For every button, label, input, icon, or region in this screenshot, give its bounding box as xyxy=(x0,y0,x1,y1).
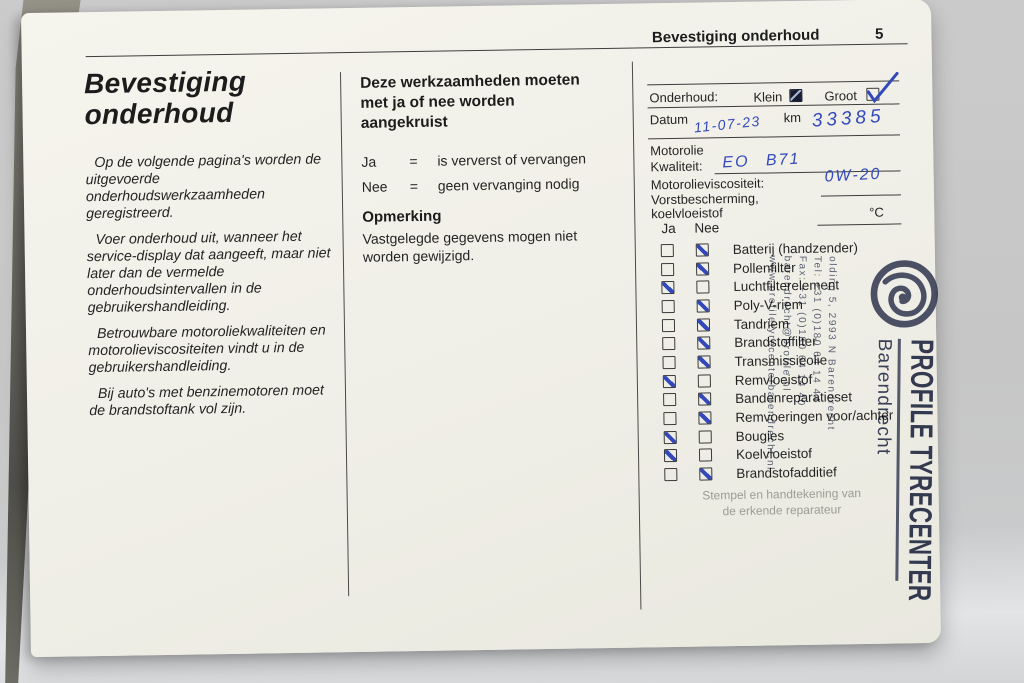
section-title xyxy=(84,64,329,131)
checkbox-ja xyxy=(664,468,677,481)
klein-checkbox xyxy=(789,89,802,102)
groot-label: Groot xyxy=(824,88,858,104)
km-label: km xyxy=(783,109,802,126)
instructions-heading: Deze werkzaamheden moeten met ja of nee worden aangekruist xyxy=(360,71,580,132)
checkbox-nee xyxy=(696,243,709,256)
checkbox-ja xyxy=(662,300,675,313)
section-title-line2: onderhoud xyxy=(84,97,234,131)
stamp-email: barendrecht@profile.nl xyxy=(780,255,793,393)
stamp-signature-note xyxy=(686,486,878,520)
vorstbescherming-label-line1: Vorstbescherming, xyxy=(650,190,759,208)
vorstbescherming-label-line2: koelvloeistof xyxy=(651,205,723,222)
datum-label: Datum xyxy=(649,111,689,128)
checklist-item-label: Bougies xyxy=(735,427,785,444)
groot-checkbox xyxy=(866,88,879,101)
definition-row xyxy=(361,151,619,170)
onderhoud-label: Onderhoud: xyxy=(649,89,719,106)
form-rule xyxy=(647,80,899,85)
definition-row xyxy=(362,176,620,195)
checkbox-ja xyxy=(661,244,674,257)
datum-handwritten-value: 11-07-23 xyxy=(693,112,762,136)
temperature-unit-label: °C xyxy=(869,204,884,220)
checklist-item-label: Tandriem xyxy=(733,315,790,332)
checkbox-nee xyxy=(697,299,710,312)
checkbox-nee xyxy=(699,430,712,443)
checkbox-nee xyxy=(696,281,709,294)
maintenance-checklist xyxy=(650,237,908,484)
checkbox-ja xyxy=(662,319,675,332)
checkbox-ja xyxy=(663,393,676,406)
stamp-fax: Fax: +31 (0)180 64 14 40 xyxy=(795,255,808,407)
stamp-note-line2: de erkende reparateur xyxy=(722,501,842,518)
stamp-brand-name: PROFILE TYRECENTER xyxy=(901,338,941,602)
definition-text: is ververst of vervangen xyxy=(437,150,587,170)
column-divider-right xyxy=(632,62,642,610)
stamp-website: www.profiletyrecenterbarendrecht.nl xyxy=(764,255,778,472)
intro-paragraph: Betrouwbare motoroliekwaliteiten en motorolieviscositeiten vindt u in de gebruikershandleiding. xyxy=(88,322,326,377)
viscositeit-underline xyxy=(821,194,901,196)
intro-paragraph: Voer onderhoud uit, wanneer het service-display dat aangeeft, maar niet later dan de vermelde onderhoudsintervallen in de gebruikershandleiding. xyxy=(86,228,331,317)
checklist-item-label: Batterij (handzender) xyxy=(732,239,858,257)
checkbox-nee xyxy=(697,318,710,331)
checklist-row xyxy=(653,462,907,485)
checkbox-ja xyxy=(662,356,675,369)
checklist-item-label: Koelvloeistof xyxy=(735,446,813,463)
checkbox-nee xyxy=(699,467,712,480)
section-title-line1: Bevestiging xyxy=(83,65,247,100)
checkbox-ja xyxy=(661,281,674,294)
header-rule xyxy=(86,43,908,57)
checkbox-ja xyxy=(664,431,677,444)
ja-column-header: Ja xyxy=(661,220,676,237)
checkbox-ja xyxy=(663,375,676,388)
motorolie-label: Motorolie xyxy=(650,142,704,159)
definition-term: Ja xyxy=(361,154,377,171)
intro-column xyxy=(84,64,334,429)
stamp-address: olding 5, 2993 N Barendrecht xyxy=(824,256,838,432)
checklist-item-label: Poly-V-riem xyxy=(733,296,803,313)
checkbox-ja xyxy=(662,337,675,350)
checkbox-nee xyxy=(698,374,711,387)
checkbox-nee xyxy=(696,262,709,275)
checklist-item-label: Transmissieolie xyxy=(734,352,828,369)
checklist-item-label: Remvoeringen voor/achter xyxy=(735,407,894,426)
viscositeit-handwritten-value: 0W-20 xyxy=(824,165,882,186)
checklist-item-label: Brandstofadditief xyxy=(736,464,837,482)
checklist-item-label: Bandenreparatieset xyxy=(735,389,853,407)
checklist-item-label: Luchtfilterelement xyxy=(733,277,840,295)
page-header-title: Bevestiging onderhoud xyxy=(651,26,820,47)
page-number: 5 xyxy=(874,25,884,43)
checkbox-nee xyxy=(698,393,711,406)
checkbox-ja xyxy=(663,412,676,425)
checkbox-nee xyxy=(697,355,710,368)
nee-column-header: Nee xyxy=(694,220,720,236)
viscositeit-label: Motorolieviscositeit: xyxy=(650,175,765,193)
note-title: Opmerking xyxy=(362,207,442,227)
checkbox-ja xyxy=(661,262,674,275)
km-handwritten-value: 33385 xyxy=(811,105,886,132)
checkbox-nee xyxy=(698,411,711,424)
checkbox-ja xyxy=(664,449,677,462)
definition-term: Nee xyxy=(361,178,388,195)
form-rule xyxy=(648,134,900,139)
checkbox-nee xyxy=(697,337,710,350)
definition-text: geen vervanging nodig xyxy=(437,175,580,194)
equals-sign: = xyxy=(409,177,419,194)
kwaliteit-handwritten-value: EO B71 xyxy=(722,150,801,172)
intro-paragraph: Op de volgende pagina's worden de uitgevoerde onderhoudswerkzaamheden geregistreerd. xyxy=(85,151,322,222)
kwaliteit-label: Kwaliteit: xyxy=(650,158,703,175)
maintenance-form xyxy=(647,67,910,616)
stamp-phone: Tel: +31 (0)180 64 14 44 xyxy=(810,255,823,404)
maintenance-booklet-page xyxy=(21,0,941,657)
temperature-underline xyxy=(817,223,901,225)
klein-label: Klein xyxy=(753,89,783,105)
note-text: Vastgelegde gegevens mogen niet worden gewijzigd. xyxy=(362,227,578,266)
instructions-column xyxy=(360,70,621,267)
checklist-item-label: Brandstoffilter xyxy=(734,334,817,351)
checklist-item-label: Pollenfilter xyxy=(732,259,796,276)
stamp-note-line1: Stempel en handtekening van xyxy=(702,486,862,503)
checklist-item-label: Remvloeistof xyxy=(734,371,813,388)
column-divider-left xyxy=(340,72,349,596)
intro-paragraph: Bij auto's met benzinemotoren moet de brandstoftank vol zijn. xyxy=(89,382,324,420)
checkbox-nee xyxy=(699,449,712,462)
equals-sign: = xyxy=(409,153,418,170)
stamp-branch-name: Barendrecht xyxy=(873,338,896,456)
